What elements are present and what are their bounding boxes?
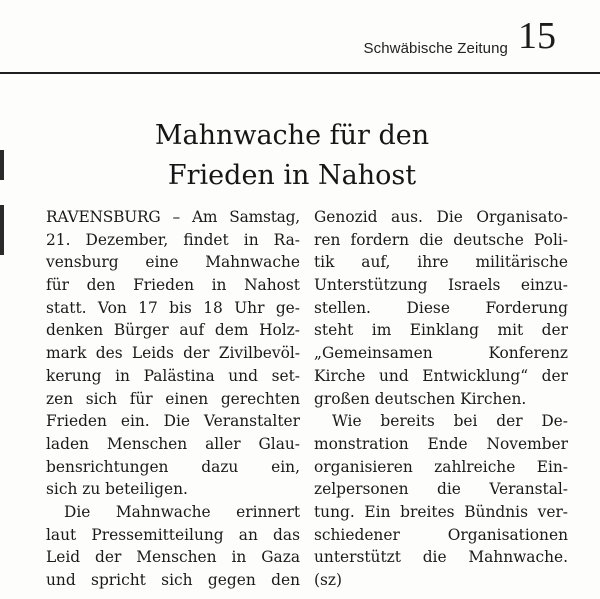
article-text-line: monstration Ende November (314, 434, 568, 453)
article-text-line: „Gemeinsamen Konferenz (314, 344, 568, 363)
article-text-line: zen sich für einen gerechten (46, 389, 300, 408)
page-header (0, 0, 600, 74)
header-rule (0, 72, 600, 74)
article-text-line: statt. Von 17 bis 18 Uhr ge- (46, 298, 300, 317)
article-column-left (46, 206, 300, 592)
article-text-line: steht im Einklang mit der (314, 321, 568, 340)
article-text-line: schiedener Organisationen (314, 525, 568, 544)
article-text-line: Leid der Menschen in Gaza (46, 548, 300, 567)
article-text-line: 21. Dezember, findet in Ra- (46, 230, 300, 249)
article-text-line: unterstützt die Mahnwache. (314, 548, 568, 567)
article-text-line: Wie bereits bei der De- (332, 412, 568, 431)
article-text-line: ren fordern die deutsche Poli- (314, 230, 568, 249)
article-text-line: laden Menschen aller Glau- (46, 434, 300, 453)
article-text-line: organisieren zahlreiche Ein- (314, 457, 568, 476)
headline-line: Mahnwache für den (154, 120, 430, 151)
newspaper-name: Schwäbische Zeitung (363, 40, 508, 57)
article-text-line: sich zu beteiligen. (46, 480, 188, 499)
article-text-line: Unterstützung Israels einzu- (314, 276, 568, 295)
article-text-line: Frieden ein. Die Veranstalter (46, 412, 300, 431)
article-text-line: laut Pressemitteilung an das (46, 525, 300, 544)
article-text-line: bensrichtungen dazu ein, (46, 457, 300, 476)
article-text-line: denken Bürger auf dem Holz- (46, 321, 300, 340)
article-text-line: RAVENSBURG – Am Samstag, (46, 208, 300, 226)
article-text-line: tik auf, ihre militärische (314, 253, 568, 272)
article-text-line: Die Mahnwache erinnert (64, 502, 300, 521)
article-headline (0, 116, 584, 196)
article-text-line: und spricht sich gegen den (46, 571, 300, 589)
article-text-line: mark des Leids der Zivilbevöl- (46, 344, 300, 363)
article-text-line: kerung in Palästina und set- (46, 366, 300, 385)
article-text-line: für den Frieden in Nahost (46, 276, 300, 295)
page-number: 15 (518, 15, 556, 57)
article-text-line: großen deutschen Kirchen. (314, 389, 527, 408)
article-text-line: tung. Ein breites Bündnis ver- (314, 502, 568, 521)
article-text-line: stellen. Diese Forderung (314, 298, 568, 317)
article-text-line: vensburg eine Mahnwache (46, 253, 300, 272)
article-text-line: Kirche und Entwicklung“ der (314, 366, 568, 385)
headline-line: Frieden in Nahost (167, 160, 417, 191)
article-text-line: Genozid aus. Die Organisato- (314, 208, 568, 226)
page-edge-mark (0, 205, 4, 255)
article-text-line: (sz) (314, 571, 343, 589)
article-column-right (314, 206, 568, 592)
article-text-line: zelpersonen die Veranstal- (314, 480, 568, 499)
